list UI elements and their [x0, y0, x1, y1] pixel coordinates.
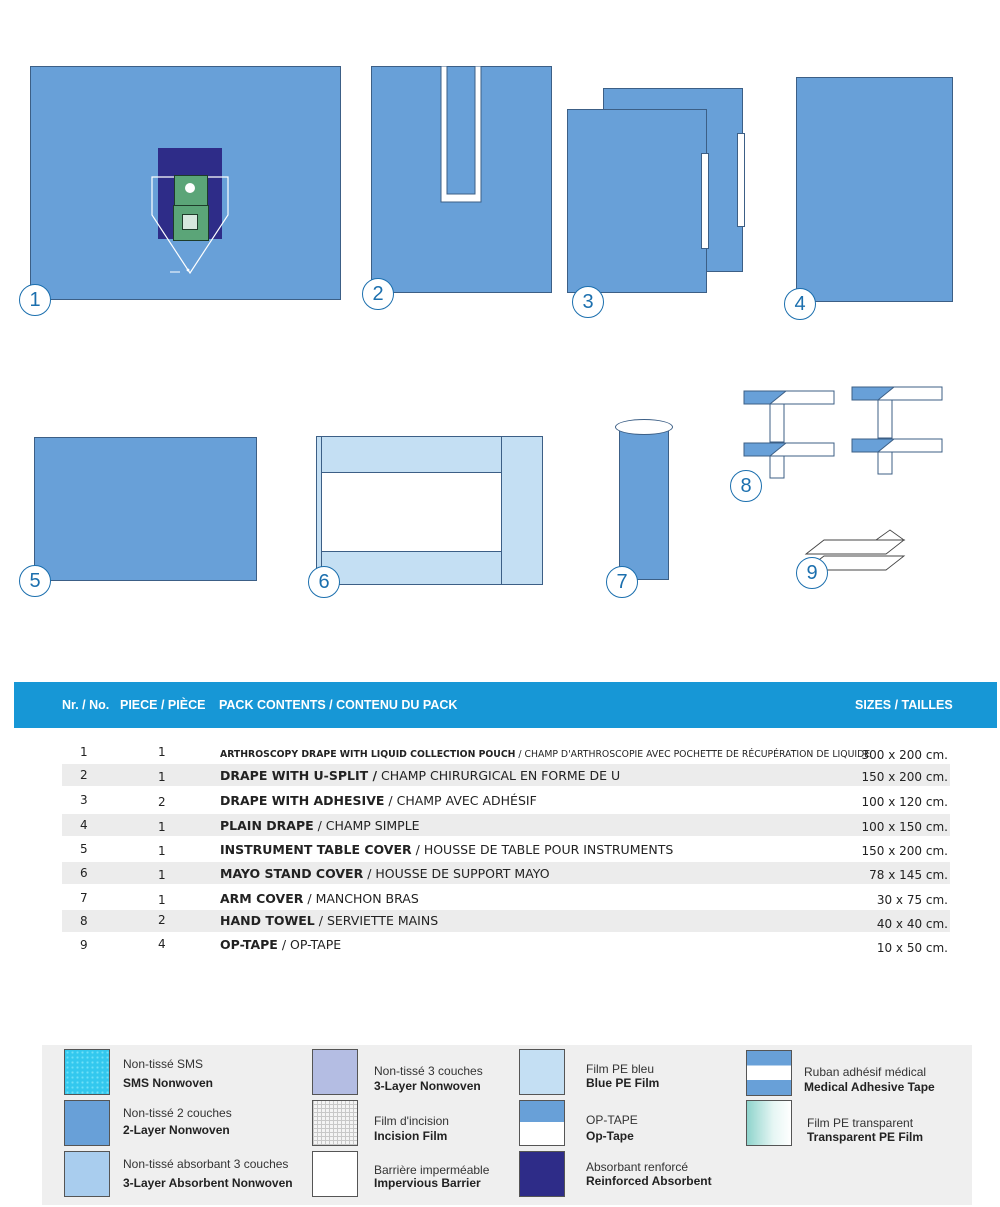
- table-row: [62, 910, 950, 932]
- row-description: [220, 842, 673, 857]
- port-square-icon: [182, 214, 198, 230]
- row-name-fr: / CHAMP D'ARTHROSCOPIE AVEC POCHETTE DE RÉCUPÉRATION DE LIQUIDE: [515, 749, 871, 760]
- legend-fr: Ruban adhésif médical: [804, 1065, 927, 1079]
- row-description: [220, 768, 620, 783]
- legend-en: Incision Film: [374, 1129, 448, 1143]
- table-row: [62, 741, 950, 763]
- legend-fr: Non-tissé 3 couches: [374, 1064, 483, 1078]
- row-name-fr: / SERVIETTE MAINS: [314, 913, 439, 928]
- table-row: [62, 814, 950, 836]
- legend-en: Transparent PE Film: [807, 1130, 924, 1144]
- legend-fr: Non-tissé SMS: [123, 1057, 204, 1071]
- legend-en: SMS Nonwoven: [123, 1076, 214, 1090]
- row-name-fr: CHAMP CHIRURGICAL EN FORME DE U: [377, 768, 621, 783]
- table-row: [62, 764, 950, 786]
- header-piece: PIECE / PIÈCE: [120, 698, 206, 712]
- plain-drape-illustration: [796, 77, 953, 302]
- arm-cover-illustration: [619, 428, 669, 580]
- adhesive-strip-front: [701, 153, 709, 249]
- row-size: 300 x 200 cm.: [861, 748, 948, 762]
- legend-fr: Non-tissé 2 couches: [123, 1106, 232, 1120]
- row-nr: 7: [80, 891, 88, 905]
- mayo-cover-fold-line: [501, 436, 502, 585]
- row-piece: 1: [158, 868, 166, 882]
- row-piece: 4: [158, 937, 166, 951]
- u-split-cutout: [440, 66, 482, 203]
- row-nr: 4: [80, 818, 88, 832]
- legend-fr: Film d'incision: [374, 1114, 449, 1128]
- row-piece: 1: [158, 893, 166, 907]
- row-description: [220, 793, 537, 808]
- header-nr: Nr. / No.: [62, 698, 110, 712]
- legend-en: Reinforced Absorbent: [586, 1174, 712, 1188]
- legend-en: 3-Layer Absorbent Nonwoven: [123, 1176, 293, 1190]
- legend-en: Impervious Barrier: [374, 1176, 481, 1190]
- row-name-en: ARM COVER: [220, 891, 304, 906]
- row-name-fr: / MANCHON BRAS: [303, 891, 419, 906]
- row-piece: 1: [158, 770, 166, 784]
- swatch-medical-adhesive-tape: [746, 1050, 792, 1096]
- swatch-3-layer-absorbent-nonwoven: [64, 1151, 110, 1197]
- figure-number-3: 3: [572, 286, 604, 318]
- row-piece: 1: [158, 820, 166, 834]
- row-piece: 2: [158, 795, 166, 809]
- port-circle-icon: [185, 183, 195, 193]
- legend-en: Medical Adhesive Tape: [804, 1080, 935, 1094]
- swatch-blue-pe-film: [519, 1049, 565, 1095]
- row-name-en: ARTHROSCOPY DRAPE WITH LIQUID COLLECTION POUCH: [220, 749, 516, 760]
- legend-en: Blue PE Film: [586, 1076, 660, 1090]
- row-nr: 5: [80, 842, 88, 856]
- table-row: [62, 862, 950, 884]
- row-description: [220, 818, 420, 833]
- row-nr: 6: [80, 866, 88, 880]
- table-row: [62, 838, 950, 860]
- legend-fr: OP-TAPE: [586, 1113, 638, 1127]
- row-description: [220, 749, 870, 760]
- hand-towels-illustration: [742, 385, 948, 481]
- row-piece: 1: [158, 844, 166, 858]
- legend-fr: Film PE bleu: [586, 1062, 655, 1076]
- table-row: [62, 934, 950, 956]
- adhesive-strip-back: [737, 133, 745, 227]
- mayo-cover-left-line: [321, 436, 322, 585]
- swatch-incision-film: [312, 1100, 358, 1146]
- table-row: [62, 789, 950, 811]
- swatch-impervious-barrier: [312, 1151, 358, 1197]
- adhesive-drape-front: [567, 109, 707, 293]
- row-nr: 2: [80, 768, 88, 782]
- row-piece: 1: [158, 745, 166, 759]
- row-size: 150 x 200 cm.: [861, 770, 948, 784]
- row-name-fr: / HOUSSE DE TABLE POUR INSTRUMENTS: [411, 842, 674, 857]
- row-name-fr: / CHAMP SIMPLE: [313, 818, 420, 833]
- legend-en: 3-Layer Nonwoven: [374, 1079, 481, 1093]
- legend-en: 2-Layer Nonwoven: [123, 1123, 230, 1137]
- row-name-en: MAYO STAND COVER: [220, 866, 364, 881]
- swatch-transparent-pe-film: [746, 1100, 792, 1146]
- row-description: [220, 937, 341, 952]
- row-name-en: PLAIN DRAPE: [220, 818, 314, 833]
- row-size: 30 x 75 cm.: [876, 893, 948, 907]
- legend-en: Op-Tape: [586, 1129, 634, 1143]
- swatch-op-tape: [519, 1100, 565, 1146]
- swatch-reinforced-absorbent: [519, 1151, 565, 1197]
- arm-cover-cuff: [615, 419, 673, 435]
- figure-number-4: 4: [784, 288, 816, 320]
- row-description: [220, 913, 438, 928]
- row-size: 40 x 40 cm.: [876, 917, 948, 931]
- row-size: 100 x 120 cm.: [861, 795, 948, 809]
- row-nr: 9: [80, 938, 88, 952]
- row-name-en: INSTRUMENT TABLE COVER: [220, 842, 412, 857]
- swatch-2-layer-nonwoven: [64, 1100, 110, 1146]
- table-header: [14, 682, 997, 728]
- figure-number-2: 2: [362, 278, 394, 310]
- row-description: [220, 866, 550, 881]
- legend-fr: Film PE transparent: [807, 1116, 914, 1130]
- mayo-cover-white-center: [321, 472, 501, 552]
- figure-number-8: 8: [730, 470, 762, 502]
- row-name-en: DRAPE WITH U-SPLIT /: [220, 768, 378, 783]
- row-description: [220, 891, 419, 906]
- row-size: 78 x 145 cm.: [869, 868, 948, 882]
- legend-fr: Non-tissé absorbant 3 couches: [123, 1157, 289, 1171]
- figure-number-9: 9: [796, 557, 828, 589]
- row-size: 100 x 150 cm.: [861, 820, 948, 834]
- figure-number-7: 7: [606, 566, 638, 598]
- legend-fr: Barrière imperméable: [374, 1163, 490, 1177]
- swatch-3-layer-nonwoven: [312, 1049, 358, 1095]
- instrument-table-cover-illustration: [34, 437, 257, 581]
- row-size: 150 x 200 cm.: [861, 844, 948, 858]
- row-name-en: OP-TAPE: [220, 937, 278, 952]
- figure-number-5: 5: [19, 565, 51, 597]
- row-name-fr: / OP-TAPE: [277, 937, 342, 952]
- row-nr: 8: [80, 914, 88, 928]
- row-nr: 1: [80, 745, 88, 759]
- row-piece: 2: [158, 913, 166, 927]
- figure-number-6: 6: [308, 566, 340, 598]
- header-sizes: SIZES / TAILLES: [855, 698, 953, 712]
- row-name-fr: / CHAMP AVEC ADHÉSIF: [384, 793, 537, 808]
- table-row: [62, 887, 950, 909]
- legend-fr: Absorbant renforcé: [586, 1160, 689, 1174]
- row-name-en: HAND TOWEL: [220, 913, 315, 928]
- row-nr: 3: [80, 793, 88, 807]
- figure-number-1: 1: [19, 284, 51, 316]
- row-name-en: DRAPE WITH ADHESIVE: [220, 793, 385, 808]
- swatch-sms-nonwoven: [64, 1049, 110, 1095]
- header-contents: PACK CONTENTS / CONTENU DU PACK: [219, 698, 458, 712]
- row-size: 10 x 50 cm.: [876, 941, 948, 955]
- row-name-fr: / HOUSSE DE SUPPORT MAYO: [363, 866, 550, 881]
